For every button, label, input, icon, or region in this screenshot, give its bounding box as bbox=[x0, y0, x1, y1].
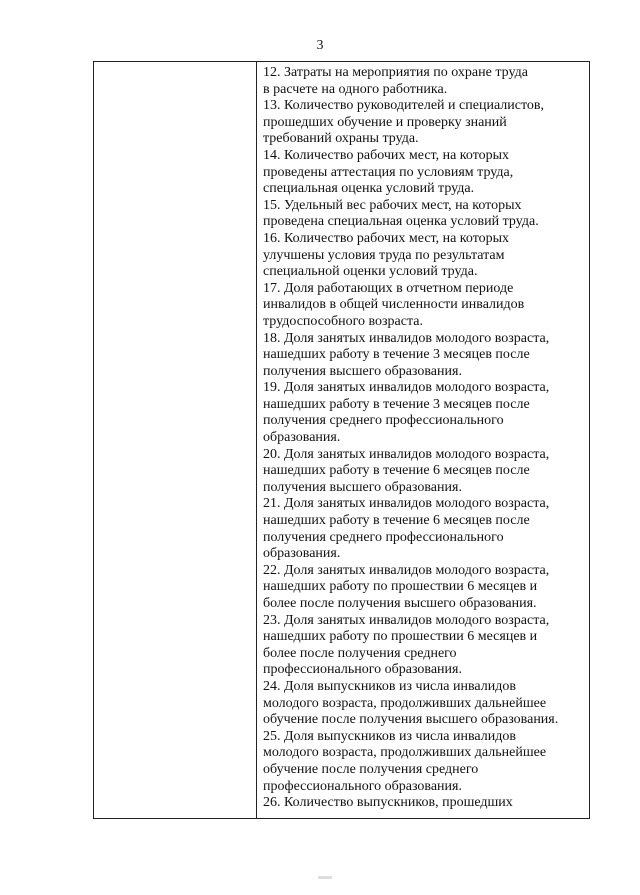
indicator-line: специальной оценки условий труда. bbox=[263, 264, 478, 280]
indicator-line: профессионального образования. bbox=[263, 662, 462, 678]
indicator-line: молодого возраста, продолживших дальнейшее bbox=[263, 695, 547, 711]
indicator-line: 15. Удельный вес рабочих мест, на которых bbox=[263, 197, 522, 213]
indicator-line: 16. Количество рабочих мест, на которых bbox=[263, 230, 510, 246]
indicator-line: нашедших работу в течение 6 месяцев после bbox=[263, 513, 530, 529]
indicator-line: получения высшего образования. bbox=[263, 479, 462, 495]
indicator-item bbox=[263, 281, 585, 331]
indicator-item bbox=[263, 231, 585, 281]
indicator-line: получения высшего образования. bbox=[263, 363, 462, 379]
indicator-line: более после получения среднего bbox=[263, 645, 457, 661]
indicator-item bbox=[263, 98, 585, 148]
indicator-item bbox=[263, 613, 585, 679]
indicator-line: инвалидов в общей численности инвалидов bbox=[263, 297, 525, 313]
indicator-line: образования. bbox=[263, 546, 341, 562]
indicator-line: профессионального образования. bbox=[263, 778, 462, 794]
indicator-line: улучшены условия труда по результатам bbox=[263, 247, 505, 263]
indicator-line: 20. Доля занятых инвалидов молодого возраста, bbox=[263, 446, 550, 462]
indicator-line: нашедших работу по прошествии 6 месяцев и bbox=[263, 579, 538, 595]
indicator-line: более после получения высшего образования. bbox=[263, 596, 537, 611]
indicators-table bbox=[93, 61, 590, 819]
indicator-line: 12. Затраты на мероприятия по охране труда bbox=[263, 65, 528, 80]
indicator-line: в расчете на одного работника. bbox=[263, 81, 448, 97]
indicator-line: прошедших обучение и проверку знаний bbox=[263, 114, 507, 130]
table-right-column bbox=[257, 62, 589, 818]
page-number: 3 bbox=[316, 38, 324, 53]
indicator-line: нашедших работу по прошествии 6 месяцев и bbox=[263, 629, 538, 645]
indicator-line: 17. Доля работающих в отчетном периоде bbox=[263, 280, 514, 296]
indicator-item bbox=[263, 331, 585, 381]
indicator-item bbox=[263, 729, 585, 795]
indicator-line: 19. Доля занятых инвалидов молодого возраста, bbox=[263, 380, 550, 396]
indicator-item bbox=[263, 65, 585, 98]
indicator-line: обучение после получения высшего образования. bbox=[263, 712, 559, 728]
indicator-line: 21. Доля занятых инвалидов молодого возраста, bbox=[263, 496, 550, 512]
indicator-line: получения среднего профессионального bbox=[263, 529, 504, 545]
indicator-item bbox=[263, 795, 585, 812]
indicator-line: 23. Доля занятых инвалидов молодого возраста, bbox=[263, 612, 550, 628]
indicator-line: трудоспособного возраста. bbox=[263, 313, 423, 329]
indicator-line: обучение после получения среднего bbox=[263, 761, 479, 777]
indicator-line: требований охраны труда. bbox=[263, 131, 419, 147]
indicator-item bbox=[263, 198, 585, 231]
indicator-item bbox=[263, 679, 585, 729]
indicator-line: нашедших работу в течение 3 месяцев после bbox=[263, 396, 530, 412]
indicator-line: 24. Доля выпускников из числа инвалидов bbox=[263, 678, 516, 694]
indicator-line: 13. Количество руководителей и специалистов, bbox=[263, 98, 545, 114]
indicator-line: нашедших работу в течение 6 месяцев после bbox=[263, 463, 530, 479]
table-left-column bbox=[94, 62, 257, 818]
indicator-line: проведены аттестация по условиям труда, bbox=[263, 164, 514, 180]
indicator-line: нашедших работу в течение 3 месяцев после bbox=[263, 347, 530, 363]
indicator-line: 14. Количество рабочих мест, на которых bbox=[263, 147, 510, 163]
indicator-line: образования. bbox=[263, 430, 341, 446]
indicator-item bbox=[263, 563, 585, 613]
indicator-line: молодого возраста, продолживших дальнейшее bbox=[263, 745, 547, 761]
indicator-line: 25. Доля выпускников из числа инвалидов bbox=[263, 728, 516, 744]
indicator-item bbox=[263, 496, 585, 562]
indicator-line: специальная оценка условий труда. bbox=[263, 181, 475, 197]
indicator-line: 18. Доля занятых инвалидов молодого возраста, bbox=[263, 330, 550, 346]
indicator-line: получения среднего профессионального bbox=[263, 413, 504, 429]
indicator-line: 26. Количество выпускников, прошедших bbox=[263, 795, 513, 811]
indicator-item bbox=[263, 380, 585, 446]
indicator-item bbox=[263, 148, 585, 198]
indicator-line: 22. Доля занятых инвалидов молодого возраста, bbox=[263, 562, 550, 578]
indicator-line: проведена специальная оценка условий труда. bbox=[263, 214, 539, 230]
indicator-item bbox=[263, 447, 585, 497]
scan-artifact bbox=[318, 876, 332, 879]
